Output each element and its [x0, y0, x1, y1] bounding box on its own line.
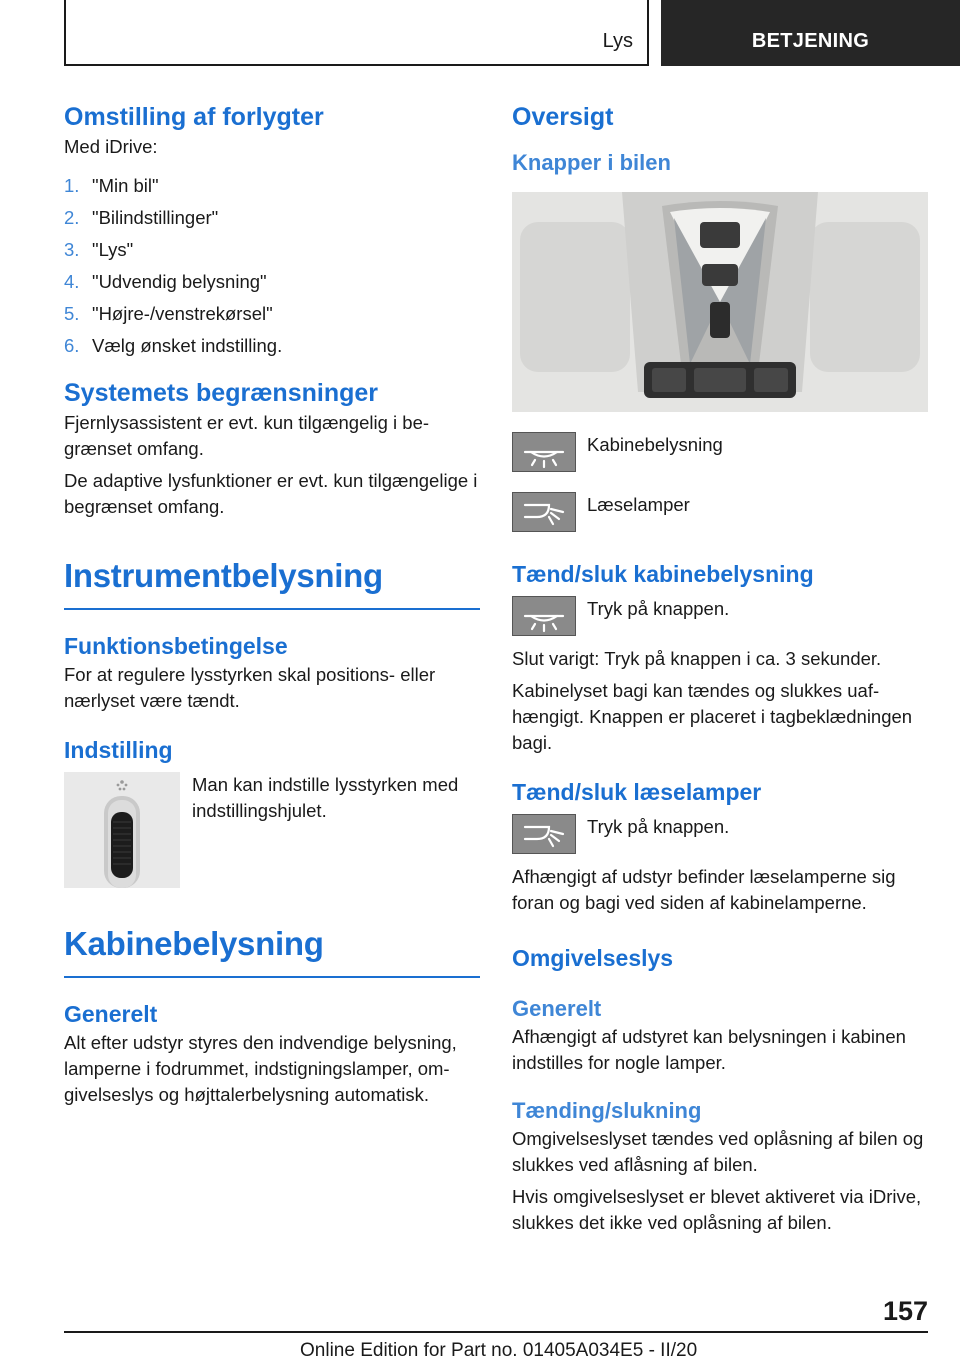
cabin-light-icon [512, 596, 576, 636]
taend-laese-row [512, 814, 928, 854]
forlygter-intro: Med iDrive: [64, 136, 158, 157]
heading-taend-laeselamper: Tænd/sluk læselamper [512, 779, 762, 805]
step-number: 2. [64, 207, 80, 228]
heading-instrumentbelysning: Instrumentbelysning [64, 554, 480, 610]
heading-begraensninger: Systemets begrænsninger [64, 379, 378, 407]
cabin-light-icon [512, 432, 576, 472]
step-number: 5. [64, 303, 80, 324]
heading-omgivelseslys: Omgivelseslys [512, 945, 674, 971]
roof-console-image [512, 192, 928, 412]
begraensninger-text-1: Fjernlysassistent er evt. kun tilgængelig i be-grænset omfang. [64, 412, 430, 459]
heading-taend-kabinebelysning: Tænd/sluk kabinebelysning [512, 561, 814, 587]
heading-kabinebelysning: Kabinebelysning [64, 922, 480, 978]
step-text: "Højre-/venstrekørsel" [92, 303, 273, 324]
generelt-text: Alt efter udstyr styres den indvendige belysning, lamperne i fodrummet, indstigningslamper, om-givelseslys og højttalerbelysning automatisk. [64, 1032, 457, 1105]
page-number: 157 [882, 1296, 928, 1326]
taend-kabine-row [512, 596, 928, 636]
taending-text-1: Omgivelseslyset tændes ved oplåsning af bilen og slukkes ved aflåsning af bilen. [512, 1128, 924, 1175]
taend-kabine-action: Tryk på knappen. [587, 598, 730, 619]
heading-indstilling: Indstilling [64, 737, 173, 763]
legend-row-reading [512, 492, 928, 532]
step-number: 3. [64, 239, 80, 260]
heading-generelt: Generelt [64, 1001, 158, 1027]
step-text: "Lys" [92, 239, 134, 260]
legend-row-cabin [512, 432, 928, 472]
step-text: "Bilindstillinger" [92, 207, 219, 228]
list-item [64, 330, 480, 362]
legend-label-cabin: Kabinebelysning [587, 434, 723, 455]
step-number: 6. [64, 335, 80, 356]
forlygter-steps [64, 170, 480, 362]
list-item [64, 234, 480, 266]
step-text: "Min bil" [92, 175, 159, 196]
indstilling-row [64, 772, 480, 888]
header-chapter-tab [661, 0, 960, 66]
list-item [64, 266, 480, 298]
funktionsbetingelse-text: For at regulere lysstyrken skal positions- eller nærlyset være tændt. [64, 664, 436, 711]
list-item [64, 298, 480, 330]
legend-label-reading: Læselamper [587, 494, 690, 515]
left-column [64, 100, 480, 1108]
header-section-title: Lys [602, 30, 633, 52]
footer-divider [64, 1331, 928, 1333]
right-column [512, 100, 928, 1236]
taend-laese-action: Tryk på knappen. [587, 816, 730, 837]
begraensninger-text-2: De adaptive lysfunktioner er evt. kun tilgængelige i begrænset omfang. [64, 470, 478, 517]
taend-kabine-text-2: Kabinelyset bagi kan tændes og slukkes uaf-hængigt. Knappen er placeret i tagbeklædningen bagi. [512, 680, 913, 753]
taend-laese-text: Afhængigt af udstyr befinder læselamperne sig foran og bagi ved siden af kabinelamperne. [512, 866, 896, 913]
list-item [64, 202, 480, 234]
indstilling-text: Man kan indstille lysstyrken med indstillingshjulet. [192, 774, 459, 821]
header-section-box [64, 0, 649, 66]
heading-oversigt: Oversigt [512, 103, 614, 131]
step-number: 1. [64, 175, 80, 196]
taending-text-2: Hvis omgivelseslyset er blevet aktiveret via iDrive, slukkes det ikke ved oplåsning af bilen. [512, 1186, 922, 1233]
heading-forlygter: Omstilling af forlygter [64, 103, 324, 131]
reading-light-icon [512, 814, 576, 854]
omgivelses-generelt-text: Afhængigt af udstyret kan belysningen i kabinen indstilles for nogle lamper. [512, 1026, 906, 1073]
step-number: 4. [64, 271, 80, 292]
heading-funktionsbetingelse: Funktionsbetingelse [64, 633, 288, 659]
step-text: Vælg ønsket indstilling. [92, 335, 283, 356]
edition-note: Online Edition for Part no. 01405A034E5 - II/20 [300, 1340, 698, 1361]
reading-light-icon [512, 492, 576, 532]
heading-taending-slukning: Tænding/slukning [512, 1098, 702, 1123]
step-text: "Udvendig belysning" [92, 271, 267, 292]
taend-kabine-text-1: Slut varigt: Tryk på knappen i ca. 3 sekunder. [512, 648, 882, 669]
header-chapter-title: BETJENING [751, 30, 870, 52]
list-item [64, 170, 480, 202]
heading-omgivelses-generelt: Generelt [512, 996, 602, 1021]
dimmer-wheel-image [64, 772, 180, 888]
heading-knapper-i-bilen: Knapper i bilen [512, 150, 671, 175]
